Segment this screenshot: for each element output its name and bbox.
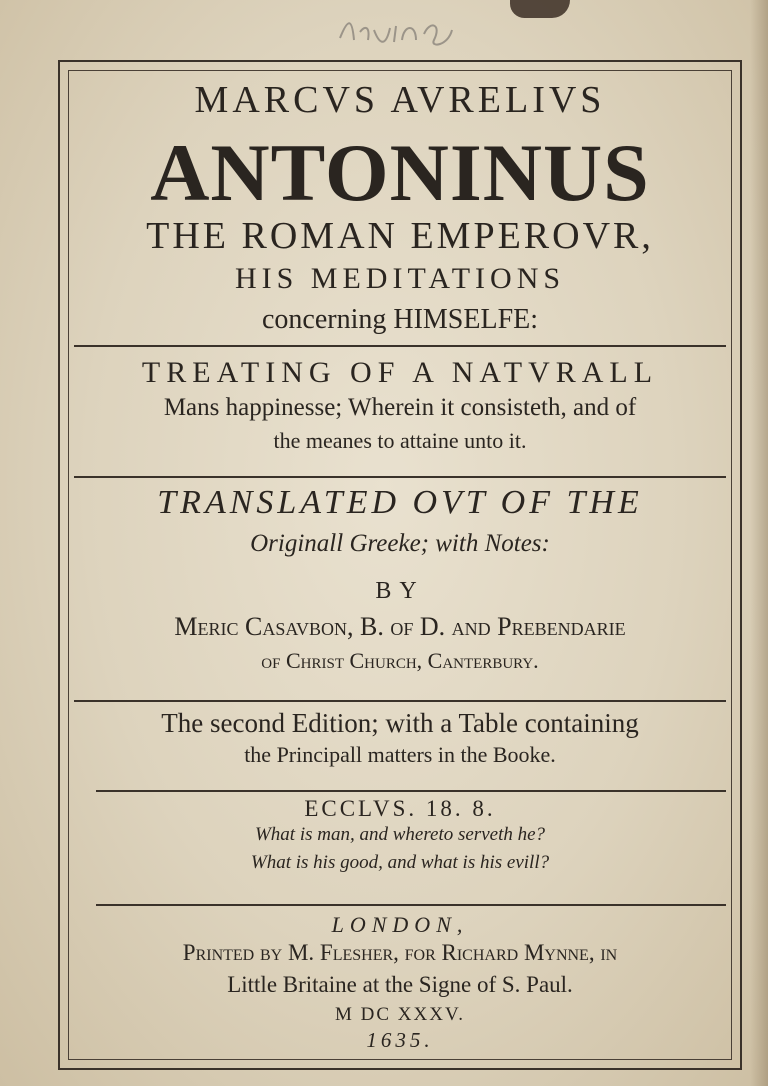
author-title: THE ROMAN EMPEROVR, bbox=[146, 215, 654, 257]
translation-line: Originall Greeke; with Notes: bbox=[250, 530, 550, 557]
author-surname: ANTONINUS bbox=[150, 127, 650, 218]
work-subtitle: concerning HIMSELFE: bbox=[261, 304, 539, 335]
description-line: the meanes to attaine unto it. bbox=[273, 428, 527, 453]
divider-rule bbox=[74, 476, 726, 478]
handwritten-signature bbox=[330, 10, 470, 50]
work-title: HIS MEDITATIONS bbox=[234, 262, 566, 295]
ink-stain bbox=[510, 0, 570, 18]
edition-line: the Principall matters in the Booke. bbox=[244, 742, 556, 767]
divider-rule bbox=[74, 700, 726, 702]
description-heading: TREATING OF A NATVRALL bbox=[141, 356, 659, 389]
scripture-quote: What is his good, and what is his evill? bbox=[250, 852, 550, 873]
imprint-year-handwritten: 1635. bbox=[366, 1028, 434, 1052]
divider-rule bbox=[74, 345, 726, 347]
edition-line: The second Edition; with a Table containing bbox=[161, 708, 639, 738]
imprint-place: LONDON, bbox=[331, 912, 469, 937]
page-edge-shadow bbox=[750, 0, 768, 1086]
author-name-line: MARCVS AVRELIVS bbox=[194, 79, 606, 121]
imprint-year-roman: M DC XXXV. bbox=[335, 1004, 465, 1025]
imprint-printer: Printed by M. Flesher, for Richard Mynne, in bbox=[182, 940, 618, 965]
translation-heading: TRANSLATED OVT OF THE bbox=[157, 484, 643, 521]
by-label: BY bbox=[375, 578, 425, 604]
imprint-location: Little Britaine at the Signe of S. Paul. bbox=[227, 972, 573, 997]
divider-rule bbox=[96, 790, 726, 792]
translator-line: Meric Casavbon, B. of D. and Prebendarie bbox=[174, 612, 626, 641]
scripture-reference: ECCLVS. 18. 8. bbox=[304, 796, 496, 821]
translator-line: of Christ Church, Canterbury. bbox=[261, 648, 539, 673]
scripture-quote: What is man, and whereto serveth he? bbox=[254, 824, 546, 845]
divider-rule bbox=[96, 904, 726, 906]
description-line: Mans happinesse; Wherein it consisteth, and of bbox=[163, 394, 637, 421]
